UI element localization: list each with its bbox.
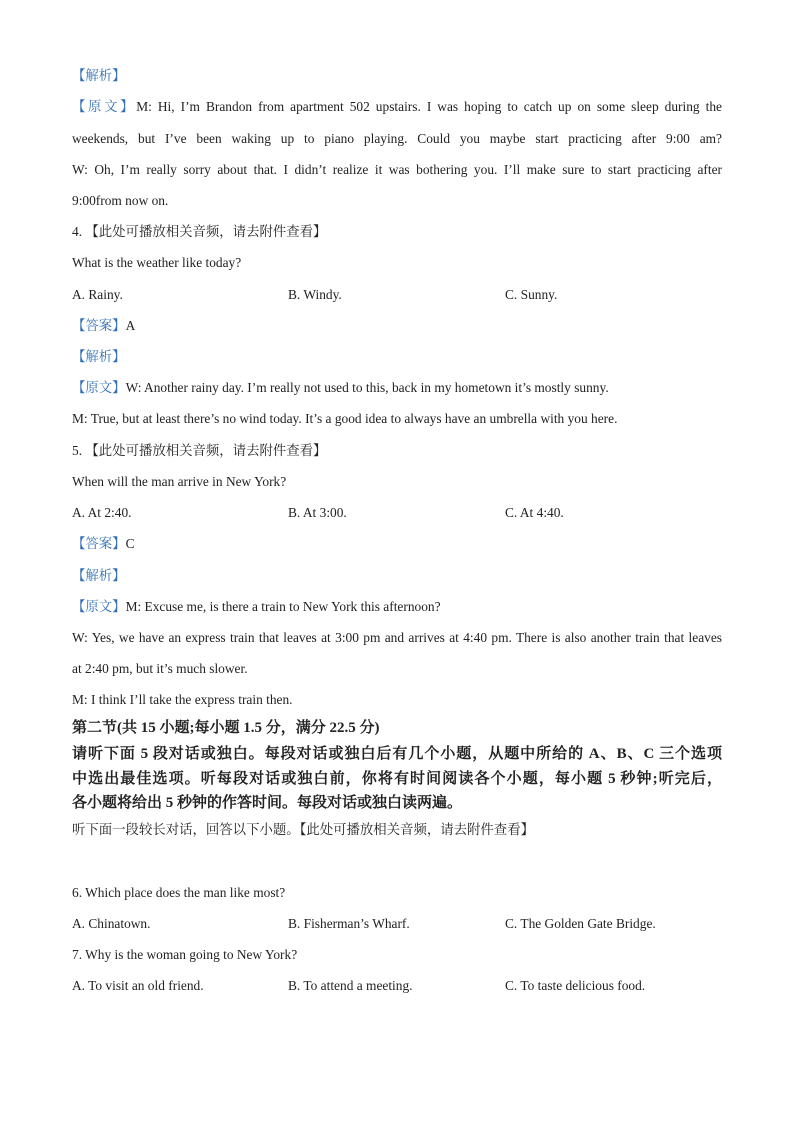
transcript-label: 【原文】 — [72, 99, 137, 114]
section-intro: 听下面一段较长对话，回答以下小题。【此处可播放相关音频，请去附件查看】 — [72, 822, 534, 837]
transcript-line: W: Oh, I’m really sorry about that. I didn’t realize it was bothering you. I’ll make sure to start practicing after — [72, 162, 722, 177]
transcript-label: 【原文】 — [72, 380, 126, 395]
transcript-label: 【原文】 — [72, 599, 126, 614]
option-c: C. At 4:40. — [505, 505, 564, 520]
section-instructions: 各小题将给出 5 秒钟的作答时间。每段对话或独白读两遍。 — [72, 795, 463, 811]
transcript-line: 【原文】M: Excuse me, is there a train to New York this afternoon? — [72, 599, 441, 614]
option-c: C. The Golden Gate Bridge. — [505, 916, 656, 931]
question-text: When will the man arrive in New York? — [72, 474, 287, 489]
analysis-label: 【解析】 — [72, 68, 126, 83]
transcript-line: M: True, but at least there’s no wind today. It’s a good idea to always have an umbrella with you here. — [72, 411, 618, 426]
answer-label: 【答案】 — [72, 536, 126, 551]
option-a: A. Chinatown. — [72, 916, 151, 931]
option-a: A. At 2:40. — [72, 505, 132, 520]
transcript-line: 【原文】W: Another rainy day. I’m really not used to this, back in my hometown it’s mostly sunny. — [72, 380, 609, 395]
option-c: C. Sunny. — [505, 287, 558, 302]
transcript-line: weekends, but I’ve been waking up to piano playing. Could you maybe start practicing after 9:00 am? — [72, 131, 722, 146]
option-c: C. To taste delicious food. — [505, 978, 646, 993]
question-text: 6. Which place does the man like most? — [72, 885, 286, 900]
option-b: B. Windy. — [288, 287, 342, 302]
question-text: 7. Why is the woman going to New York? — [72, 947, 298, 962]
option-b: B. At 3:00. — [288, 505, 347, 520]
section-instructions: 请听下面 5 段对话或独白。每段对话或独白后有几个小题，从题中所给的 A、B、C 三个选项 — [72, 746, 722, 762]
option-b: B. To attend a meeting. — [288, 978, 413, 993]
question-header: 4. 【此处可播放相关音频，请去附件查看】 — [72, 224, 327, 239]
option-a: A. Rainy. — [72, 287, 123, 302]
transcript-line: W: Yes, we have an express train that leaves at 3:00 pm and arrives at 4:40 pm. There is also another train that leaves — [72, 630, 722, 645]
analysis-label: 【解析】 — [72, 568, 126, 583]
section-title: 第二节(共 15 小题;每小题 1.5 分，满分 22.5 分) — [72, 720, 380, 736]
question-text: What is the weather like today? — [72, 255, 242, 270]
answer-label: 【答案】 — [72, 318, 126, 333]
transcript-line: 【原文】M: Hi, I’m Brandon from apartment 502 upstairs. I was hoping to catch up on some sleep during the — [72, 99, 722, 114]
option-a: A. To visit an old friend. — [72, 978, 204, 993]
transcript-line: at 2:40 pm, but it’s much slower. — [72, 661, 248, 676]
analysis-label: 【解析】 — [72, 349, 126, 364]
section-instructions: 中选出最佳选项。听每段对话或独白前，你将有时间阅读各个小题，每小题 5 秒钟;听完后， — [72, 771, 722, 787]
answer-line: 【答案】A — [72, 318, 136, 333]
transcript-line: 9:00from now on. — [72, 193, 169, 208]
question-header: 5. 【此处可播放相关音频，请去附件查看】 — [72, 443, 327, 458]
option-b: B. Fisherman’s Wharf. — [288, 916, 410, 931]
answer-line: 【答案】C — [72, 536, 135, 551]
transcript-line: M: I think I’ll take the express train then. — [72, 692, 293, 707]
